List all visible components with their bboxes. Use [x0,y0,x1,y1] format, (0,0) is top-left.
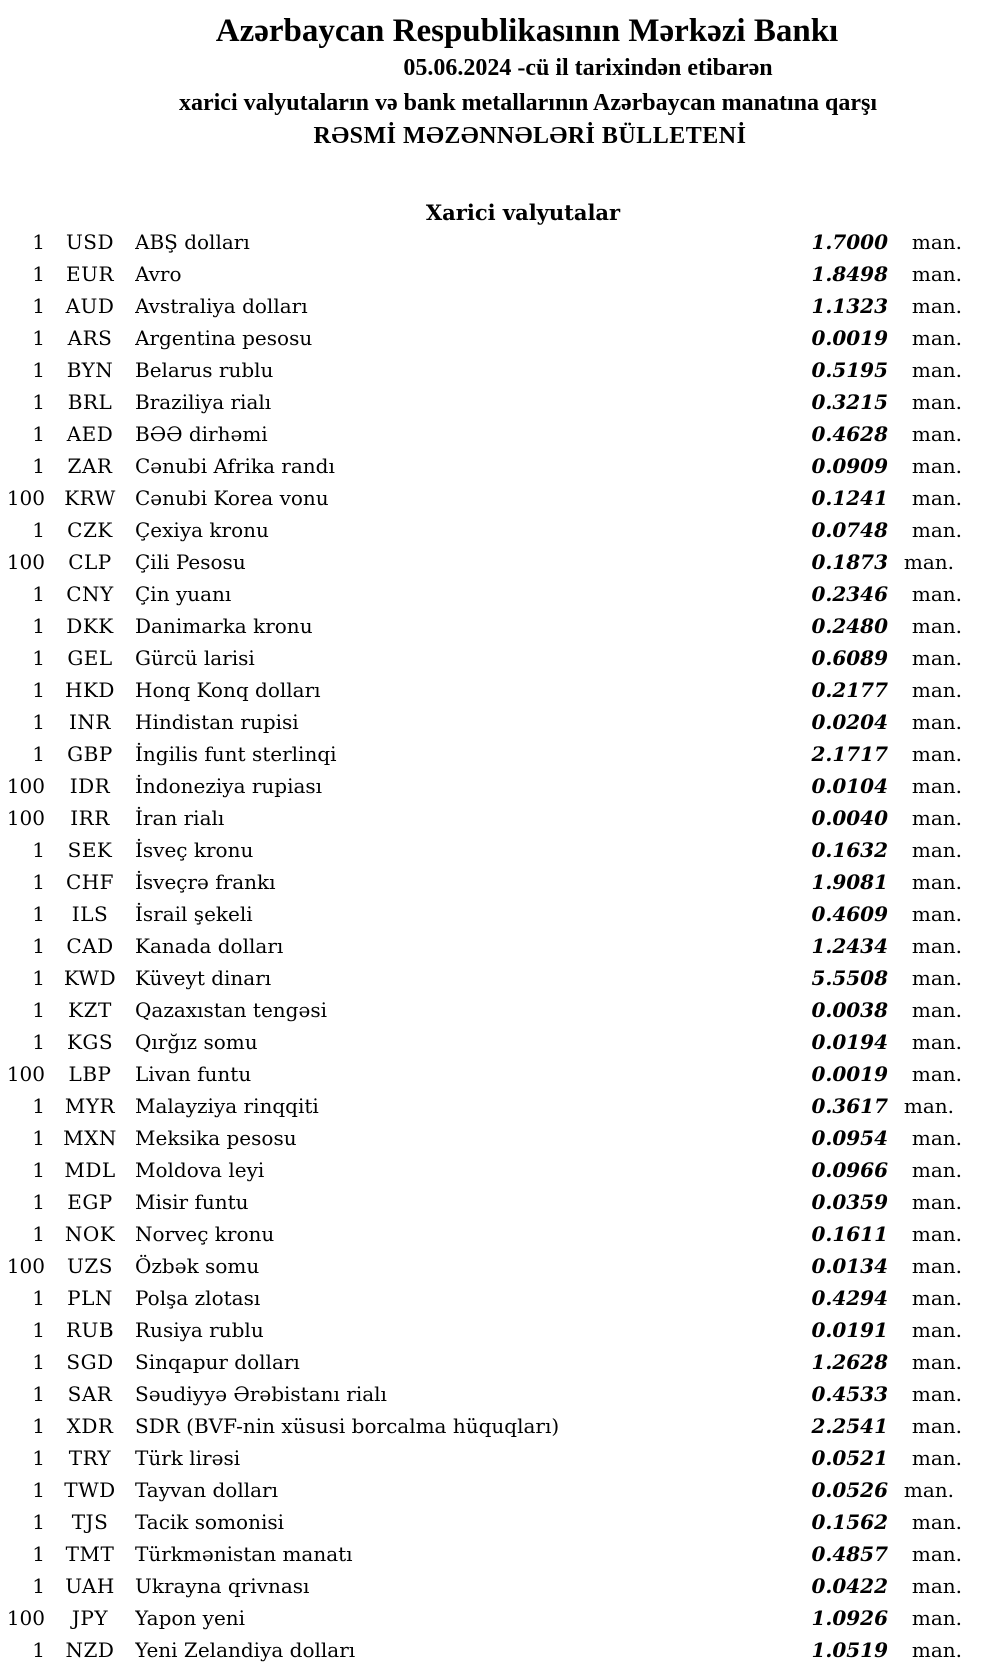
rate-value: 0.1632 [811,838,888,862]
currency-name: ABŞ dolları [135,230,250,254]
currency-code: BRL [67,390,113,414]
rate-row [0,226,962,258]
currency-code: EGP [67,1190,113,1214]
currency-code: CAD [66,934,114,958]
rate-quantity: 1 [32,902,45,926]
rate-value: 1.7000 [811,230,888,254]
rate-value: 0.0526 [811,1478,888,1502]
currency-code: KRW [64,486,116,510]
rate-quantity: 1 [32,422,45,446]
rate-unit: man. [911,1574,962,1598]
rate-row [0,1602,962,1634]
rate-quantity: 1 [32,230,45,254]
rate-value: 0.4533 [811,1382,888,1406]
rate-row [0,1026,962,1058]
currency-code: TWD [64,1478,116,1502]
rate-row [0,1218,962,1250]
currency-name: Norveç kronu [135,1222,275,1246]
rate-unit: man. [911,1254,962,1278]
rate-row [0,1474,962,1506]
currency-name: Çin yuanı [135,582,232,606]
currency-code: EUR [65,262,114,286]
rate-row [0,1250,962,1282]
rate-unit: man. [911,934,962,958]
currency-name: Argentina pesosu [135,326,313,350]
rate-unit: man. [911,262,962,286]
rate-quantity: 1 [32,1094,45,1118]
currency-name: Cənubi Afrika randı [135,454,335,478]
rate-value: 0.0019 [811,326,888,350]
rate-row [0,418,962,450]
rate-unit: man. [911,646,962,670]
currency-code: IDR [69,774,111,798]
rate-row [0,354,962,386]
rate-quantity: 100 [6,486,45,510]
rate-unit: man. [911,1286,962,1310]
rates-table [0,226,962,1666]
rate-value: 0.0422 [811,1574,888,1598]
rate-quantity: 1 [32,1574,45,1598]
rate-quantity: 1 [32,1446,45,1470]
rate-row [0,1378,962,1410]
rate-row [0,898,962,930]
rate-unit: man. [911,582,962,606]
rate-unit: man. [911,1414,962,1438]
rate-unit: man. [911,1350,962,1374]
currency-name: BƏƏ dirhəmi [135,422,268,446]
rate-row [0,610,962,642]
rate-quantity: 1 [32,1190,45,1214]
currency-name: Avstraliya dolları [135,294,308,318]
rate-quantity: 1 [32,646,45,670]
rate-row [0,546,962,578]
rate-row [0,866,962,898]
rate-unit: man. [911,326,962,350]
rate-row [0,1346,962,1378]
rate-row [0,1442,962,1474]
bank-title: Azərbaycan Respublikasının Mərkəzi Bankı [215,13,839,49]
currency-name: Belarus rublu [135,358,274,382]
rate-quantity: 1 [32,998,45,1022]
rate-quantity: 1 [32,742,45,766]
currency-code: GEL [67,646,113,670]
currency-code: NZD [65,1638,115,1662]
rate-value: 1.0519 [811,1638,888,1662]
currency-code: CHF [65,870,115,894]
rate-quantity: 100 [6,1062,45,1086]
rate-value: 0.1873 [811,550,888,574]
rate-quantity: 1 [32,262,45,286]
rate-quantity: 1 [32,582,45,606]
rate-value: 1.1323 [811,294,888,318]
rate-quantity: 1 [32,390,45,414]
rate-row [0,930,962,962]
rate-value: 0.4628 [811,422,888,446]
currency-code: MYR [64,1094,116,1118]
rate-unit: man. [911,614,962,638]
currency-code: NOK [64,1222,116,1246]
rate-unit: man. [911,486,962,510]
rate-unit: man. [911,1318,962,1342]
currency-code: IRR [70,806,110,830]
bulletin-subtitle: xarici valyutaların və bank metallarının Azərbaycan manatına qarşı [178,90,877,116]
currency-code: CLP [68,550,112,574]
rate-quantity: 1 [32,1030,45,1054]
rate-quantity: 1 [32,838,45,862]
rate-row [0,706,962,738]
currency-code: DKK [66,614,114,638]
currency-code: KGS [66,1030,114,1054]
rate-row [0,1314,962,1346]
rate-quantity: 1 [32,1414,45,1438]
currency-code: HKD [65,678,115,702]
rate-unit: man. [911,454,962,478]
currency-code: SAR [67,1382,113,1406]
rate-value: 0.1562 [811,1510,888,1534]
rate-quantity: 1 [32,1478,45,1502]
rate-value: 2.2541 [811,1414,888,1438]
rate-quantity: 1 [32,1286,45,1310]
rate-value: 0.3215 [811,390,888,414]
rate-row [0,1538,962,1570]
rate-unit: man. [911,422,962,446]
rate-unit: man. [911,1062,962,1086]
currency-name: Avro [135,262,182,286]
rate-unit: man. [911,1222,962,1246]
effective-date-line: 05.06.2024 -cü il tarixindən etibarən [403,55,773,81]
rate-quantity: 1 [32,294,45,318]
rate-value: 0.3617 [811,1094,888,1118]
rate-value: 1.2434 [811,934,888,958]
currency-code: UZS [67,1254,113,1278]
rate-value: 0.4294 [811,1286,888,1310]
currency-code: TRY [68,1446,112,1470]
rate-quantity: 1 [32,934,45,958]
rate-unit: man. [911,390,962,414]
currency-name: Çili Pesosu [135,550,246,574]
currency-name: Küveyt dinarı [135,966,272,990]
rate-quantity: 1 [32,1510,45,1534]
rate-value: 0.0040 [811,806,888,830]
rate-value: 0.0954 [811,1126,888,1150]
currency-code: JPY [71,1606,109,1630]
currency-name: Gürcü larisi [135,646,255,670]
rate-value: 0.0134 [811,1254,888,1278]
rate-row [0,770,962,802]
currency-code: TJS [71,1510,109,1534]
currency-name: Tayvan dolları [135,1478,278,1502]
currency-code: KZT [68,998,112,1022]
currency-name: Livan funtu [135,1062,252,1086]
rate-row [0,322,962,354]
rate-value: 0.0909 [811,454,888,478]
rate-value: 0.0521 [811,1446,888,1470]
rate-value: 0.2480 [811,614,888,638]
rate-value: 0.0748 [811,518,888,542]
currency-code: UAH [65,1574,115,1598]
currency-name: Kanada dolları [135,934,284,958]
currency-name: Malayziya rinqqiti [135,1094,319,1118]
currency-name: Danimarka kronu [135,614,313,638]
currency-name: İsveç kronu [135,838,254,862]
rate-value: 0.4857 [811,1542,888,1566]
currency-name: İsveçrə frankı [135,870,276,894]
currency-name: Sinqapur dolları [135,1350,300,1374]
currency-code: CZK [67,518,113,542]
rate-value: 0.6089 [811,646,888,670]
rate-unit: man. [911,678,962,702]
rate-row [0,674,962,706]
currency-name: Rusiya rublu [135,1318,264,1342]
currency-code: ILS [71,902,109,926]
rate-value: 1.8498 [811,262,888,286]
currency-name: Yapon yeni [135,1606,246,1630]
currency-name: Türkmənistan manatı [135,1542,353,1566]
rate-row [0,450,962,482]
rate-row [0,1058,962,1090]
rate-quantity: 1 [32,870,45,894]
currency-name: Ukrayna qrivnası [135,1574,310,1598]
currency-code: PLN [67,1286,113,1310]
rate-quantity: 100 [6,774,45,798]
rate-quantity: 1 [32,1350,45,1374]
rate-row [0,962,962,994]
rate-value: 1.2628 [811,1350,888,1374]
rate-unit: man. [911,1510,962,1534]
currency-name: Çexiya kronu [135,518,269,542]
rate-value: 0.0191 [811,1318,888,1342]
rate-row [0,1090,962,1122]
rate-quantity: 1 [32,1222,45,1246]
currency-name: Hindistan rupisi [135,710,299,734]
rate-quantity: 1 [32,326,45,350]
currency-name: Səudiyyə Ərəbistanı rialı [135,1382,387,1406]
currency-name: Qazaxıstan tengəsi [135,998,327,1022]
rate-quantity: 100 [6,550,45,574]
rate-unit: man. [911,1446,962,1470]
rate-quantity: 1 [32,358,45,382]
rate-row [0,482,962,514]
rate-unit: man. [911,1030,962,1054]
rate-value: 0.1241 [811,486,888,510]
currency-code: SEK [67,838,113,862]
currency-name: Braziliya rialı [135,390,272,414]
rate-value: 0.0359 [811,1190,888,1214]
rate-unit: man. [911,870,962,894]
currency-code: XDR [66,1414,114,1438]
rate-quantity: 1 [32,454,45,478]
rate-value: 5.5508 [811,966,888,990]
currency-name: Misir funtu [135,1190,249,1214]
rate-unit: man. [911,710,962,734]
currency-code: KWD [63,966,117,990]
rate-unit: man. [911,774,962,798]
currency-name: Türk lirəsi [135,1446,241,1470]
currency-code: GBP [67,742,113,766]
bulletin-title: RƏSMİ MƏZƏNNƏLƏRİ BÜLLETENİ [313,123,747,149]
currency-code: INR [69,710,111,734]
rate-value: 0.4609 [811,902,888,926]
currency-code: ZAR [67,454,113,478]
rate-row [0,578,962,610]
rate-quantity: 100 [6,1254,45,1278]
currency-name: İran rialı [135,806,225,830]
rate-value: 1.0926 [811,1606,888,1630]
rate-row [0,802,962,834]
rate-value: 0.0038 [811,998,888,1022]
currency-code: CNY [66,582,114,606]
rate-unit: man. [911,294,962,318]
rate-value: 0.0019 [811,1062,888,1086]
rate-row [0,1186,962,1218]
rate-unit: man. [911,230,962,254]
rate-row [0,290,962,322]
rate-value: 0.0966 [811,1158,888,1182]
currency-code: SGD [66,1350,114,1374]
currency-name: Moldova leyi [135,1158,265,1182]
currency-code: MXN [63,1126,117,1150]
currency-name: Polşa zlotası [135,1286,261,1310]
rate-quantity: 1 [32,710,45,734]
currency-name: İsrail şekeli [135,902,253,926]
rate-unit: man. [903,1478,954,1502]
currency-code: ARS [67,326,113,350]
rate-row [0,1122,962,1154]
currency-name: Cənubi Korea vonu [135,486,329,510]
rate-row [0,1154,962,1186]
rate-quantity: 1 [32,1158,45,1182]
currency-name: Qırğız somu [135,1030,258,1054]
currency-name: Meksika pesosu [135,1126,297,1150]
rate-row [0,258,962,290]
rate-quantity: 1 [32,614,45,638]
rate-quantity: 100 [6,806,45,830]
rate-unit: man. [911,966,962,990]
currency-name: İndoneziya rupiası [135,774,323,798]
rate-quantity: 1 [32,1638,45,1662]
rate-unit: man. [911,1606,962,1630]
rate-value: 0.0204 [811,710,888,734]
currency-name: Honq Konq dolları [135,678,321,702]
currency-code: LBP [68,1062,112,1086]
rate-unit: man. [911,1382,962,1406]
rate-unit: man. [911,902,962,926]
rate-row [0,738,962,770]
rate-unit: man. [911,518,962,542]
rate-row [0,514,962,546]
rate-quantity: 1 [32,1542,45,1566]
rate-row [0,834,962,866]
rate-value: 0.0104 [811,774,888,798]
rate-unit: man. [911,742,962,766]
rate-quantity: 1 [32,1126,45,1150]
currency-code: RUB [65,1318,115,1342]
rate-value: 1.9081 [811,870,888,894]
currency-name: Özbək somu [135,1254,260,1278]
rate-unit: man. [903,1094,954,1118]
currency-code: MDL [64,1158,116,1182]
rate-row [0,994,962,1026]
rate-row [0,642,962,674]
rate-unit: man. [903,550,954,574]
rate-unit: man. [911,358,962,382]
currency-code: USD [65,230,115,254]
rate-row [0,1282,962,1314]
rate-unit: man. [911,838,962,862]
rate-value: 0.2346 [811,582,888,606]
rate-value: 0.2177 [811,678,888,702]
bulletin-header [0,11,1000,153]
rate-quantity: 1 [32,518,45,542]
rate-value: 0.1611 [811,1222,888,1246]
currency-code: TMT [65,1542,115,1566]
rate-row [0,1410,962,1442]
rate-quantity: 100 [6,1606,45,1630]
rate-unit: man. [911,1542,962,1566]
rate-row [0,1506,962,1538]
rate-row [0,1634,962,1666]
rate-unit: man. [911,998,962,1022]
rate-value: 0.0194 [811,1030,888,1054]
currency-code: AED [66,422,114,446]
rate-unit: man. [911,1190,962,1214]
rate-quantity: 1 [32,966,45,990]
rate-row [0,1570,962,1602]
currency-code: BYN [66,358,114,382]
currency-code: AUD [65,294,115,318]
rate-unit: man. [911,1638,962,1662]
currency-name: Tacik somonisi [135,1510,285,1534]
currency-name: Yeni Zelandiya dolları [135,1638,356,1662]
section-title-foreign-currencies: Xarici valyutalar [425,200,621,225]
rate-quantity: 1 [32,1382,45,1406]
rate-row [0,386,962,418]
rate-value: 0.5195 [811,358,888,382]
currency-name: SDR (BVF-nin xüsusi borcalma hüquqları) [135,1414,560,1438]
currency-name: İngilis funt sterlinqi [135,742,337,766]
rate-unit: man. [911,1158,962,1182]
rate-quantity: 1 [32,678,45,702]
rate-unit: man. [911,1126,962,1150]
rate-unit: man. [911,806,962,830]
rate-quantity: 1 [32,1318,45,1342]
rate-value: 2.1717 [811,742,888,766]
